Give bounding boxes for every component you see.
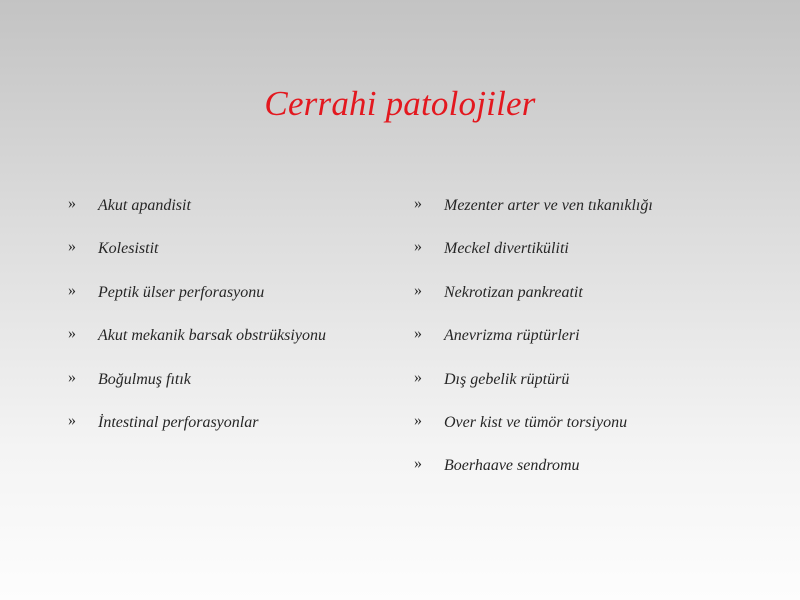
list-item-text: Meckel divertiküliti	[444, 240, 569, 258]
bullet-icon: »	[68, 195, 76, 212]
list-item-text: Over kist ve tümör torsiyonu	[444, 413, 628, 431]
list-item-text: Mezenter arter ve ven tıkanıklığı	[444, 197, 653, 214]
bullet-icon: »	[414, 455, 422, 473]
list-item-text: Akut apandisit	[98, 197, 191, 214]
bullet-icon: »	[414, 238, 422, 256]
list-item-text: Anevrizma rüptürleri	[444, 327, 580, 345]
list-item	[68, 190, 388, 233]
list-item-text: Boerhaave sendromu	[444, 457, 580, 475]
list-item	[414, 190, 784, 233]
list-item	[414, 407, 784, 450]
list-item	[68, 407, 388, 450]
list-item	[68, 277, 388, 320]
list-item	[68, 364, 388, 407]
list-item-text: Boğulmuş fıtık	[98, 370, 191, 388]
bullet-icon: »	[414, 368, 422, 386]
bullet-icon: »	[68, 325, 76, 343]
list-item	[68, 320, 388, 363]
list-item-text: İntestinal perforasyonlar	[98, 413, 259, 431]
slide-title: Cerrahi patolojiler	[264, 84, 536, 123]
bullet-icon: »	[68, 368, 76, 386]
list-item	[414, 277, 784, 320]
list-item-text: Akut mekanik barsak obstrüksiyonu	[98, 327, 326, 345]
list-item	[68, 233, 388, 276]
bullet-icon: »	[68, 411, 76, 429]
list-item	[414, 450, 784, 493]
bullet-icon: »	[68, 281, 76, 299]
list-item-text: Dış gebelik rüptürü	[444, 370, 570, 388]
list-item-text: Peptik ülser perforasyonu	[98, 283, 265, 301]
list-item-text: Nekrotizan pankreatit	[444, 283, 583, 301]
list-item-text: Kolesistit	[98, 240, 159, 258]
right-bullet-list	[414, 190, 784, 494]
bullet-icon: »	[414, 411, 422, 429]
bullet-icon: »	[414, 281, 422, 299]
left-bullet-list	[68, 190, 388, 450]
bullet-icon: »	[68, 238, 76, 256]
bullet-icon: »	[414, 195, 422, 212]
list-item	[414, 233, 784, 276]
list-item	[414, 320, 784, 363]
list-item	[414, 364, 784, 407]
bullet-icon: »	[414, 325, 422, 343]
